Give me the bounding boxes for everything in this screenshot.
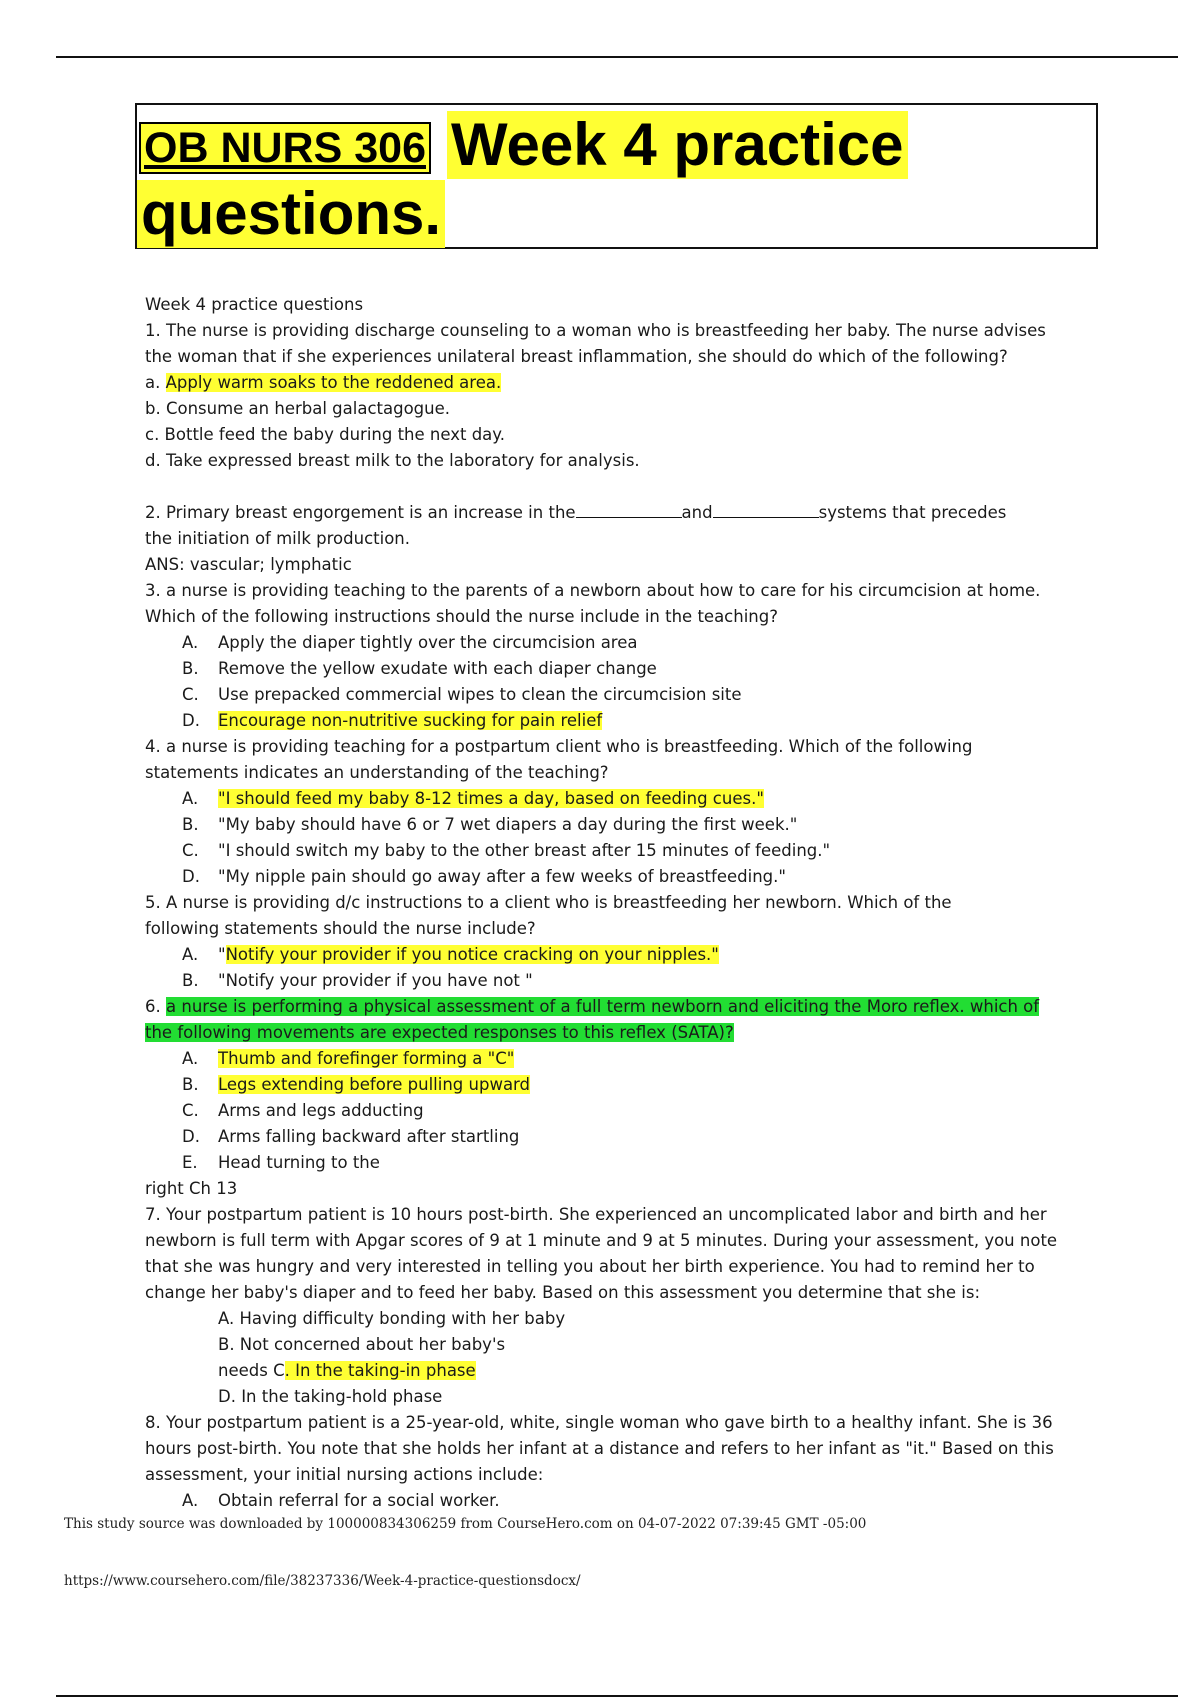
q4-option-d: D. "My nipple pain should go away after a few weeks of breastfeeding."	[182, 867, 786, 886]
q8-line2: hours post-birth. You note that she holds her infant at a distance and refers to her infant as "it." Based on this	[145, 1439, 1054, 1458]
q7-line3: that she was hungry and very interested in telling you about her birth experience. You had to remind her to	[145, 1257, 1035, 1276]
title-box	[135, 103, 1098, 249]
q6-green-highlight: a nurse is performing a physical assessment of a full term newborn and eliciting the Moro reflex. which of	[166, 997, 1040, 1016]
bottom-rule	[56, 1695, 1178, 1697]
q2-stem-line1: 2. Primary breast engorgement is an increase in the and systems that precedes	[145, 503, 1007, 522]
q1-option-c: c. Bottle feed the baby during the next day.	[145, 425, 505, 444]
fill-blank-1	[576, 501, 682, 518]
q7-option-a: A. Having difficulty bonding with her baby	[218, 1309, 566, 1328]
q8-option-a: A. Obtain referral for a social worker.	[182, 1491, 500, 1510]
source-url[interactable]: https://www.coursehero.com/file/38237336/Week-4-practice-questionsdocx/	[64, 1573, 581, 1589]
q1-answer-highlight: Apply warm soaks to the reddened area.	[165, 373, 502, 392]
q5-stem-line1: 5. A nurse is providing d/c instructions to a client who is breastfeeding her newborn. Which of the	[145, 893, 952, 912]
q1-option-b: b. Consume an herbal galactagogue.	[145, 399, 451, 418]
q3-option-b: B. Remove the yellow exudate with each diaper change	[182, 659, 657, 678]
document-body	[145, 292, 1058, 1514]
q8-line1: 8. Your postpartum patient is a 25-year-old, white, single woman who gave birth to a healthy infant. She is 36	[145, 1413, 1053, 1432]
q8-line3: assessment, your initial nursing actions include:	[145, 1465, 544, 1484]
q6-stem-line1: 6. a nurse is performing a physical assessment of a full term newborn and eliciting the Moro reflex. which of	[145, 997, 1040, 1016]
q4-option-b: B. "My baby should have 6 or 7 wet diapers a day during the first week."	[182, 815, 798, 834]
course-code: OB NURS 306	[139, 122, 431, 174]
q1-option-a: a. Apply warm soaks to the reddened area.	[145, 373, 502, 392]
q6-green-highlight-2: the following movements are expected responses to this reflex (SATA)?	[145, 1023, 734, 1042]
q5-stem-line2: following statements should the nurse include?	[145, 919, 536, 938]
title-line1: Week 4 practice	[447, 111, 908, 179]
q3-option-d: D. Encourage non-nutritive sucking for pain relief	[182, 711, 603, 730]
q7-answer-highlight: . In the taking-in phase	[284, 1361, 476, 1380]
q7-option-c: needs C. In the taking-in phase	[218, 1361, 476, 1380]
q7-line4: change her baby's diaper and to feed her baby. Based on this assessment you determine that she is:	[145, 1283, 980, 1302]
q3-stem-line1: 3. a nurse is providing teaching to the parents of a newborn about how to care for his circumcision at home.	[145, 581, 1041, 600]
q4-option-c: C. "I should switch my baby to the other breast after 15 minutes of feeding."	[182, 841, 831, 860]
q3-stem-line2: Which of the following instructions should the nurse include in the teaching?	[145, 607, 778, 626]
q6-tail: right Ch 13	[145, 1179, 238, 1198]
q7-option-d: D. In the taking-hold phase	[218, 1387, 443, 1406]
q6-answer-b-highlight: Legs extending before pulling upward	[218, 1075, 531, 1094]
q6-option-b: B. Legs extending before pulling upward	[182, 1075, 531, 1094]
fill-blank-2	[713, 501, 819, 518]
q1-stem-line2: the woman that if she experiences unilateral breast inflammation, she should do which of the following?	[145, 347, 1008, 366]
q6-answer-a-highlight: Thumb and forefinger forming a "C"	[218, 1049, 515, 1068]
title-line2: questions.	[137, 180, 445, 248]
q6-option-a: A. Thumb and forefinger forming a "C"	[182, 1049, 515, 1068]
q7-option-b: B. Not concerned about her baby's	[218, 1335, 506, 1354]
q3-option-c: C. Use prepacked commercial wipes to clean the circumcision site	[182, 685, 742, 704]
download-notice: This study source was downloaded by 100000834306259 from CourseHero.com on 04-07-2022 07:39:45 GMT -05:00	[64, 1516, 867, 1532]
q6-option-c: C. Arms and legs adducting	[182, 1101, 424, 1120]
doc-heading: Week 4 practice questions	[145, 295, 364, 314]
q4-answer-highlight: "I should feed my baby 8-12 times a day, based on feeding cues."	[218, 789, 764, 808]
q5-answer-highlight: Notify your provider if you notice cracking on your nipples."	[225, 945, 719, 964]
q7-line1: 7. Your postpartum patient is 10 hours post-birth. She experienced an uncomplicated labor and birth and her	[145, 1205, 1047, 1224]
q6-option-d: D. Arms falling backward after startling	[182, 1127, 520, 1146]
q5-option-b: B. "Notify your provider if you have not "	[182, 971, 533, 990]
q6-stem-line2	[145, 1020, 1055, 1046]
q6-option-e: E. Head turning to the	[182, 1153, 380, 1172]
q5-option-a: A. "Notify your provider if you notice cracking on your nipples."	[182, 945, 719, 964]
q4-option-a: A. "I should feed my baby 8-12 times a day, based on feeding cues."	[182, 789, 764, 808]
q2-answer: ANS: vascular; lymphatic	[145, 555, 352, 574]
q1-option-d: d. Take expressed breast milk to the laboratory for analysis.	[145, 451, 640, 470]
top-rule	[56, 56, 1178, 58]
q3-answer-highlight: Encourage non-nutritive sucking for pain relief	[218, 711, 603, 730]
q3-option-a: A. Apply the diaper tightly over the circumcision area	[182, 633, 638, 652]
q4-stem-line2: statements indicates an understanding of the teaching?	[145, 763, 609, 782]
q2-stem-line2: the initiation of milk production.	[145, 529, 410, 548]
q4-stem-line1: 4. a nurse is providing teaching for a postpartum client who is breastfeeding. Which of the following	[145, 737, 973, 756]
q7-line2: newborn is full term with Apgar scores of 9 at 1 minute and 9 at 5 minutes. During your assessment, you note	[145, 1231, 1058, 1250]
q1-stem-line1: 1. The nurse is providing discharge counseling to a woman who is breastfeeding her baby. The nurse advises	[145, 321, 1046, 340]
